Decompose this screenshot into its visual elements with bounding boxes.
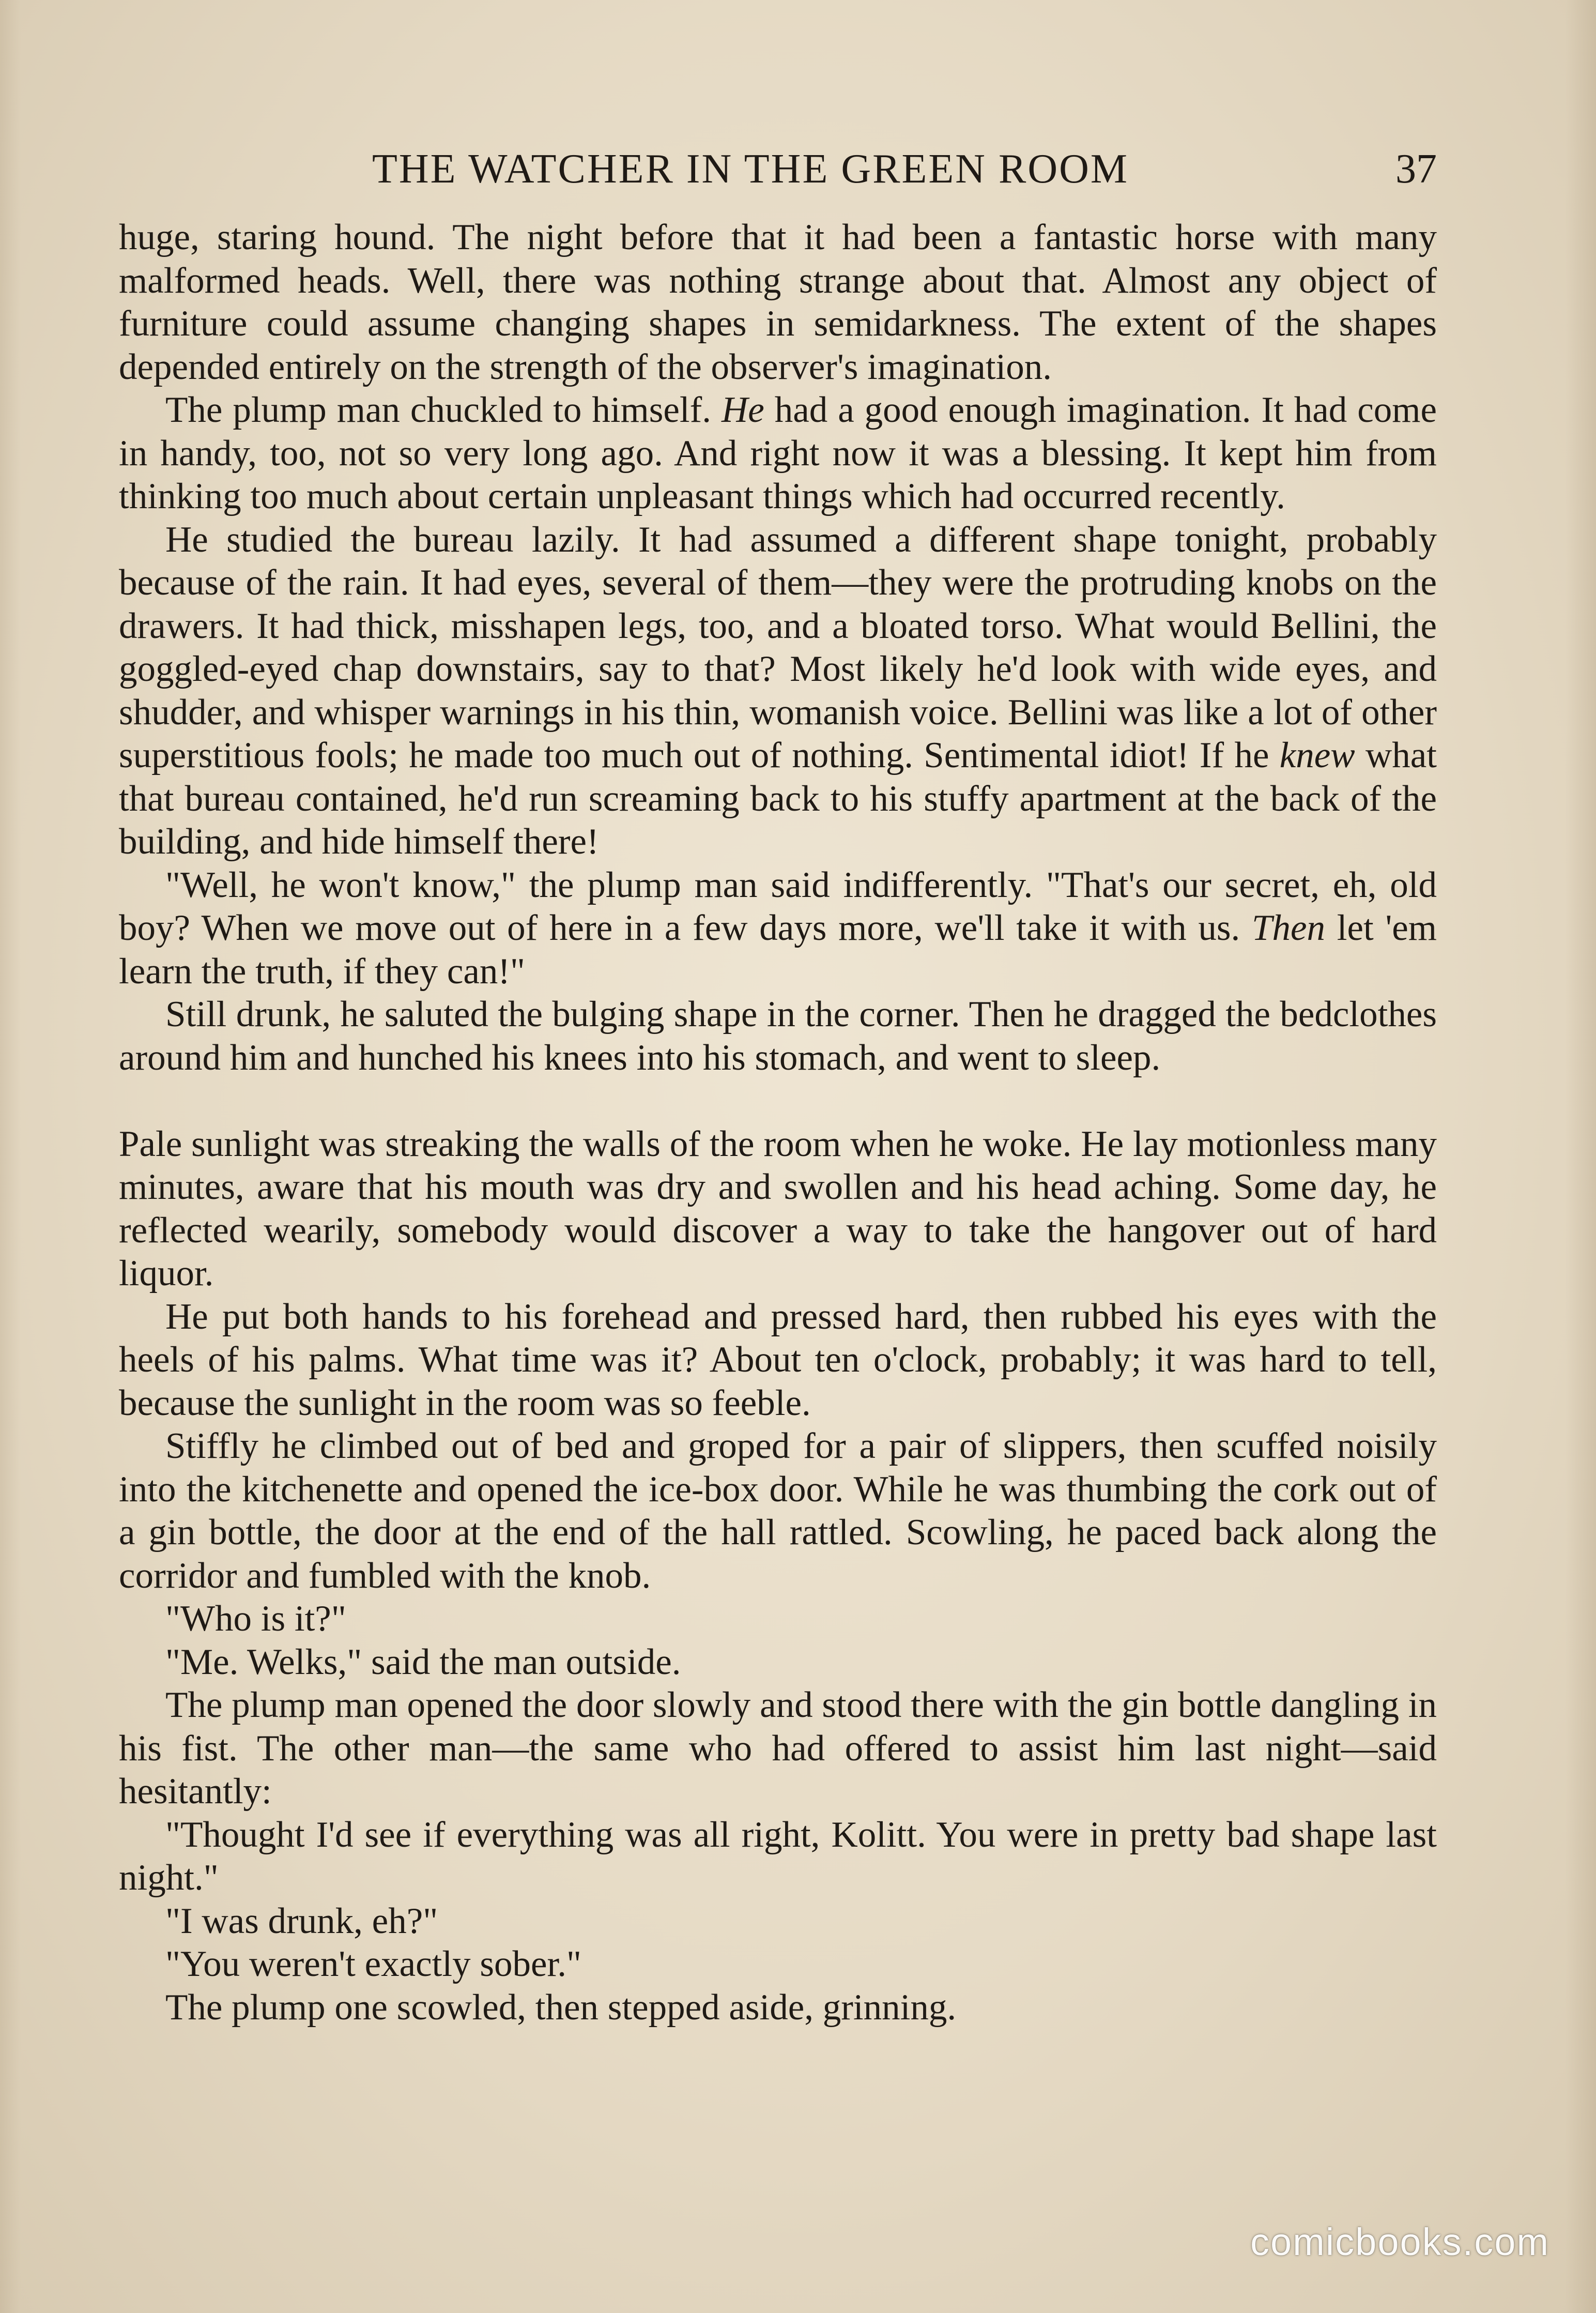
paragraph: Still drunk, he saluted the bulging shape in the corner. Then he dragged the bedclothes around him and hunched his knees into his stomach, and went to sleep. [119,994,1437,1078]
paragraph: He studied the bureau lazily. It had assumed a different shape tonight, probably because of the rain. It had eyes, several of them—they were the protruding knobs on the drawers. It had thick, misshapen legs, too, and a bloated torso. What would Bellini, the goggled-eyed chap downstairs, say to that? Most likely he'd look with wide eyes, and shudder, and whisper warnings in his thin, womanish voice. Bellini was like a lot of other superstitious fools; he made too much out of nothing. Sentimental idiot! If he knew what that bureau contained, he'd run screaming back to his stuffy apartment at the back of the building, and hide himself there! [119,519,1437,862]
italic-emphasis: knew [1279,735,1355,775]
paragraph: Pale sunlight was streaking the walls of the room when he woke. He lay motionless many minutes, aware that his mouth was dry and swollen and his head aching. Some day, he reflected wearily, somebody would discover a way to take the hangover out of hard liquor. [119,1123,1437,1294]
paragraph: "You weren't exactly sober." [165,1944,581,1984]
paragraph: Stiffly he climbed out of bed and groped for a pair of slippers, then scuffed noisily into the kitchenette and opened the ice-box door. While he was thumbing the cork out of a gin bottle, the door at the end of the hall rattled. Scowling, he paced back along the corridor and fumbled with the knob. [119,1426,1437,1596]
page-edge-shadow-left [0,0,21,2313]
paragraph: He put both hands to his forehead and pressed hard, then rubbed his eyes with the heels of his palms. What time was it? About ten o'clock, probably; it was hard to tell, because the sunlight in the room was so feeble. [119,1296,1437,1423]
italic-emphasis: Then [1252,908,1326,948]
paragraph: "Me. Welks," said the man outside. [165,1641,681,1682]
paragraph: "Thought I'd see if everything was all right, Kolitt. You were in pretty bad shape last night." [119,1814,1437,1898]
paragraph: "I was drunk, eh?" [165,1900,438,1941]
paragraph: The plump one scowled, then stepped aside, grinning. [165,1987,957,2028]
italic-emphasis: He [722,390,764,430]
running-head [119,146,1437,203]
paragraph: huge, staring hound. The night before that it had been a fantastic horse with many malformed heads. Well, there was nothing strange about that. Almost any object of furniture could assume changing shapes in semidarkness. The extent of the shapes depended entirely on the strength of the observer's imagination. [119,217,1437,387]
body-text [119,216,1437,2029]
paragraph: "Who is it?" [165,1599,346,1639]
paragraph: The plump man opened the door slowly and stood there with the gin bottle dangling in his fist. The other man—the same who had offered to assist him last night—said hesitantly: [119,1685,1437,1812]
page-edge-shadow-right [1565,0,1596,2313]
page-number: 37 [1395,146,1437,192]
paragraph: "Well, he won't know," the plump man said indifferently. "That's our secret, eh, old boy? When we move out of here in a few days more, we'll take it with us. Then let 'em learn the truth, if they can!" [119,864,1437,992]
watermark: comicbooks.com [1250,2220,1549,2263]
running-title: THE WATCHER IN THE GREEN ROOM [372,146,1129,192]
paragraph: The plump man chuckled to himself. He had a good enough imagination. It had come in handy, too, not so very long ago. And right now it was a blessing. It kept him from thinking too much about certain unpleasant things which had occurred recently. [119,390,1437,516]
